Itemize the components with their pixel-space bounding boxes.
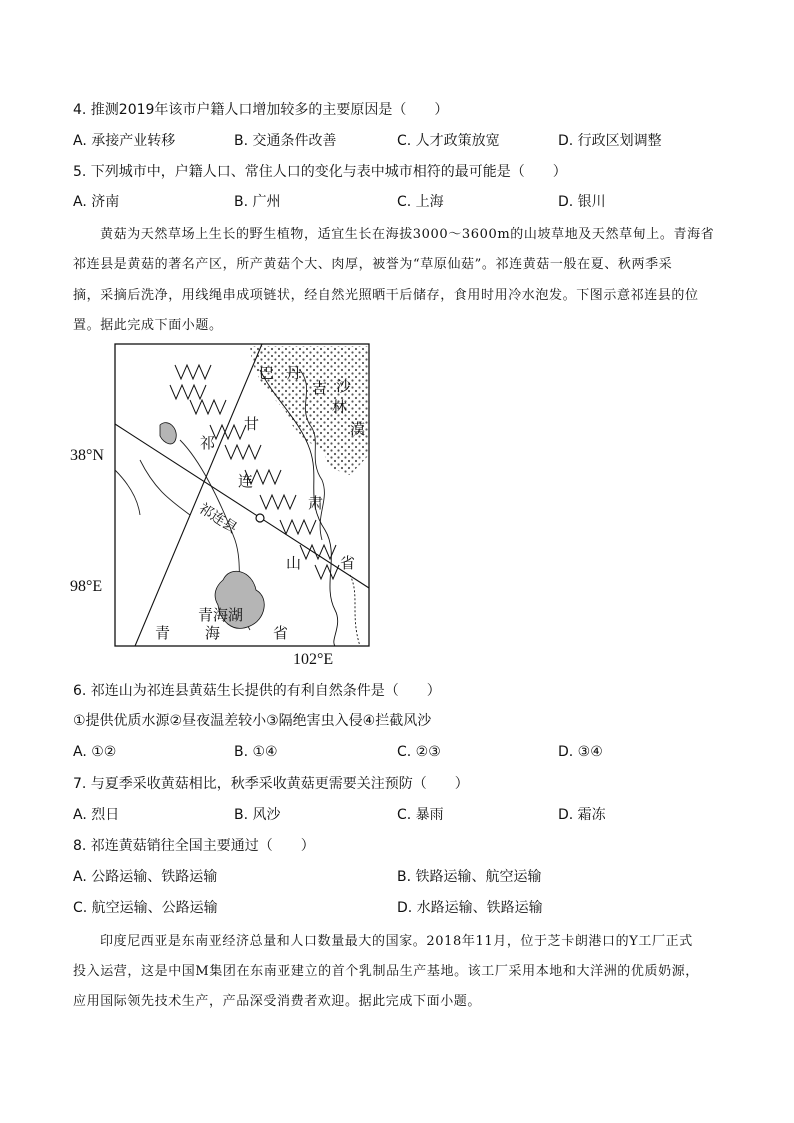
- passage-2-line-3: 应用国际领先技术生产，产品深受消费者欢迎。据此完成下面小题。: [73, 994, 482, 1009]
- passage-1-line-3: 摘，采摘后洗净，用线绳串成项链状，经自然光照晒干后储存，食用时用冷水泡发。下图示意祁连县的位: [73, 288, 699, 303]
- qilian-location-map: [60, 340, 380, 670]
- question-8-option-d[interactable]: D. 水路运输、铁路运输: [397, 900, 543, 916]
- map-label-lian: 连: [238, 472, 254, 490]
- question-4-option-b[interactable]: B. 交通条件改善: [234, 133, 337, 149]
- question-7-stem: 7. 与夏季采收黄菇相比，秋季采收黄菇更需要关注预防（ ）: [73, 776, 469, 792]
- map-label-county: 祁连县: [195, 500, 240, 537]
- question-8-option-c[interactable]: C. 航空运输、公路运输: [73, 900, 218, 916]
- passage-2-line-1: 印度尼西亚是东南亚经济总量和人口数量最大的国家。2018年11月，位于芝卡朗港口的Y工厂正式: [100, 934, 693, 949]
- map-label-sha: 沙: [336, 377, 352, 395]
- map-label-hai: 海: [205, 624, 221, 642]
- question-7-option-b[interactable]: B. 风沙: [234, 807, 281, 823]
- question-4-option-d[interactable]: D. 行政区划调整: [558, 133, 662, 149]
- question-5-option-d[interactable]: D. 银川: [558, 194, 606, 210]
- map-label-ba: 巴: [259, 364, 275, 382]
- map-label-qing: 青: [155, 624, 171, 642]
- map-label-sheng-gansu: 省: [340, 554, 356, 572]
- map-label-dan: 丹: [286, 364, 302, 382]
- latitude-label: 38°N: [70, 447, 104, 464]
- passage-1-line-4: 置。据此完成下面小题。: [73, 318, 223, 333]
- map-label-lake: 青海湖: [198, 606, 244, 624]
- map-label-mo: 漠: [350, 420, 366, 438]
- question-8-option-b[interactable]: B. 铁路运输、航空运输: [397, 869, 542, 885]
- question-6-option-c[interactable]: C. ②③: [397, 744, 441, 760]
- map-label-qi: 祁: [200, 434, 216, 452]
- passage-1-line-1: 黄菇为天然草场上生长的野生植物，适宜生长在海拔3000～3600m的山坡草地及天然草甸上。青海省: [100, 227, 715, 242]
- question-6-option-b[interactable]: B. ①④: [234, 744, 278, 760]
- map-label-su: 肃: [308, 494, 324, 512]
- question-7-option-d[interactable]: D. 霜冻: [558, 807, 606, 823]
- question-6-stem: 6. 祁连山为祁连县黄菇生长提供的有利自然条件是（ ）: [73, 683, 441, 699]
- map-label-shan: 山: [286, 554, 302, 572]
- question-5-stem: 5. 下列城市中，户籍人口、常住人口的变化与表中城市相符的最可能是（ ）: [73, 164, 567, 180]
- passage-1-line-2: 祁连县是黄菇的著名产区，所产黄菇个大、肉厚，被誉为“草原仙菇”。祁连黄菇一般在夏、秋两季采: [73, 257, 673, 272]
- map-label-lin: 林: [332, 398, 348, 416]
- question-5-option-b[interactable]: B. 广州: [234, 194, 281, 210]
- boundary-2: [350, 575, 360, 646]
- question-7-option-a[interactable]: A. 烈日: [73, 807, 120, 823]
- question-4-stem: 4. 推测2019年该市户籍人口增加较多的主要原因是（ ）: [73, 102, 449, 118]
- river-4: [115, 470, 140, 515]
- passage-2-line-2: 投入运营，这是中国M集团在东南亚建立的首个乳制品生产基地。该工厂采用本地和大洋洲的优质奶源，: [73, 964, 699, 979]
- question-8-stem: 8. 祁连黄菇销往全国主要通过（ ）: [73, 838, 315, 854]
- question-8-option-a[interactable]: A. 公路运输、铁路运输: [73, 869, 218, 885]
- question-5-option-a[interactable]: A. 济南: [73, 194, 120, 210]
- question-6-items: ①提供优质水源②昼夜温差较小③隔绝害虫入侵④拦截风沙: [73, 713, 432, 729]
- longitude-left-label: 98°E: [70, 578, 103, 595]
- question-5-option-c[interactable]: C. 上海: [397, 194, 444, 210]
- question-6-option-a[interactable]: A. ①②: [73, 744, 117, 760]
- question-4-option-c[interactable]: C. 人才政策放宽: [397, 133, 500, 149]
- small-lake: [160, 423, 176, 444]
- question-7-option-c[interactable]: C. 暴雨: [397, 807, 444, 823]
- map-label-gan: 甘: [244, 415, 260, 433]
- longitude-bottom-label: 102°E: [293, 651, 334, 668]
- question-6-option-d[interactable]: D. ③④: [558, 744, 603, 760]
- question-4-option-a[interactable]: A. 承接产业转移: [73, 133, 176, 149]
- map-label-sheng-qinghai: 省: [273, 624, 289, 642]
- qilian-county-point: [256, 514, 264, 522]
- map-label-ji: 吉: [312, 379, 328, 397]
- river-3: [140, 460, 190, 515]
